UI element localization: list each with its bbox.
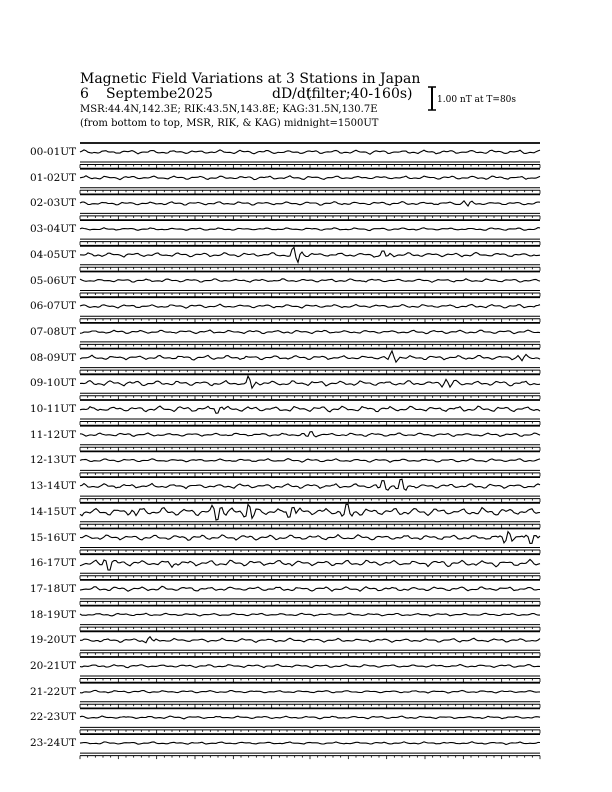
hour-row <box>80 143 540 168</box>
hour-label: 03-04UT <box>30 223 77 236</box>
hour-row <box>80 708 540 733</box>
hour-label: 20-21UT <box>30 660 77 672</box>
hour-label: 17-18UT <box>30 582 77 595</box>
date-month-year: Septembe2025 <box>106 86 213 102</box>
station-trace-kag <box>80 504 540 520</box>
hour-label: 15-16UT <box>30 531 77 544</box>
hour-label: 05-06UT <box>30 274 77 287</box>
hour-label: 07-08UT <box>30 325 77 338</box>
station-trace-kag <box>80 376 540 388</box>
hour-row <box>80 272 540 297</box>
station-coordinates: MSR:44.4N,142.3E; RIK:43.5N,143.8E; KAG:31.5N,130.7E <box>80 104 378 115</box>
station-trace-kag <box>80 304 540 308</box>
hour-row <box>80 451 540 476</box>
hour-label: 22-23UT <box>30 711 77 724</box>
trace-order-note: (from bottom to top, MSR, RIK, & KAG) midnight=1500UT <box>80 118 379 129</box>
hour-label: 12-13UT <box>30 454 77 467</box>
hour-row <box>80 529 540 554</box>
hour-label: 06-07UT <box>30 300 77 313</box>
station-trace-kag <box>80 406 540 413</box>
hour-row <box>80 477 540 502</box>
hour-row <box>80 323 540 348</box>
hour-row <box>80 657 540 682</box>
hour-row <box>80 349 540 374</box>
hour-label: 01-02UT <box>30 171 77 184</box>
station-trace-kag <box>80 247 540 262</box>
station-trace-kag <box>80 351 540 362</box>
station-trace-kag <box>80 479 540 490</box>
station-trace-kag <box>80 690 540 693</box>
hour-row <box>80 631 540 656</box>
station-trace-kag <box>80 279 540 283</box>
hour-row <box>80 374 540 399</box>
hour-label: 09-10UT <box>30 377 77 390</box>
station-trace-kag <box>80 228 540 231</box>
hour-row <box>80 606 540 631</box>
station-trace-kag <box>80 742 540 745</box>
hour-row <box>80 554 540 579</box>
station-trace-kag <box>80 716 540 719</box>
hour-label: 21-22UT <box>30 685 77 698</box>
station-trace-kag <box>80 459 540 463</box>
hour-label: 10-11UT <box>30 403 77 415</box>
station-trace-kag <box>80 586 540 591</box>
filter-label: (filter;40-160s) <box>306 86 413 102</box>
station-trace-kag <box>80 432 540 437</box>
scale-bar-label: 1.00 nT at T=80s <box>437 95 517 105</box>
hour-row <box>80 246 540 271</box>
hour-label: 14-15UT <box>30 505 77 518</box>
station-trace-kag <box>80 665 540 668</box>
hour-label: 18-19UT <box>30 608 77 621</box>
hour-row <box>80 169 540 194</box>
hour-row <box>80 580 540 605</box>
hour-label: 23-24UT <box>30 737 77 750</box>
hour-label: 16-17UT <box>30 557 77 570</box>
hour-label: 19-20UT <box>30 634 77 647</box>
hour-label: 04-05UT <box>30 248 77 261</box>
scale-bar <box>428 87 436 110</box>
chart-title: Magnetic Field Variations at 3 Stations in Japan <box>80 71 421 87</box>
hour-row <box>80 683 540 708</box>
hour-row <box>80 734 540 759</box>
hour-row <box>80 297 540 322</box>
hour-row <box>80 503 540 528</box>
station-trace-kag <box>80 150 540 154</box>
hour-row <box>80 194 540 219</box>
hour-row <box>80 220 540 245</box>
hour-label: 08-09UT <box>30 351 77 364</box>
hour-label: 02-03UT <box>30 197 77 210</box>
station-trace-kag <box>80 613 540 616</box>
station-trace-kag <box>80 201 540 206</box>
station-trace-kag <box>80 532 540 544</box>
station-trace-kag <box>80 559 540 570</box>
station-trace-kag <box>80 330 540 334</box>
component-label: dD/dt <box>272 86 312 102</box>
hour-label: 13-14UT <box>30 480 77 493</box>
date-day: 6 <box>80 86 89 102</box>
hour-label: 00-01UT <box>30 146 77 158</box>
hour-row <box>80 426 540 451</box>
hour-row <box>80 400 540 425</box>
hour-label: 11-12UT <box>30 428 77 441</box>
station-trace-kag <box>80 176 540 180</box>
station-trace-kag <box>80 637 540 643</box>
